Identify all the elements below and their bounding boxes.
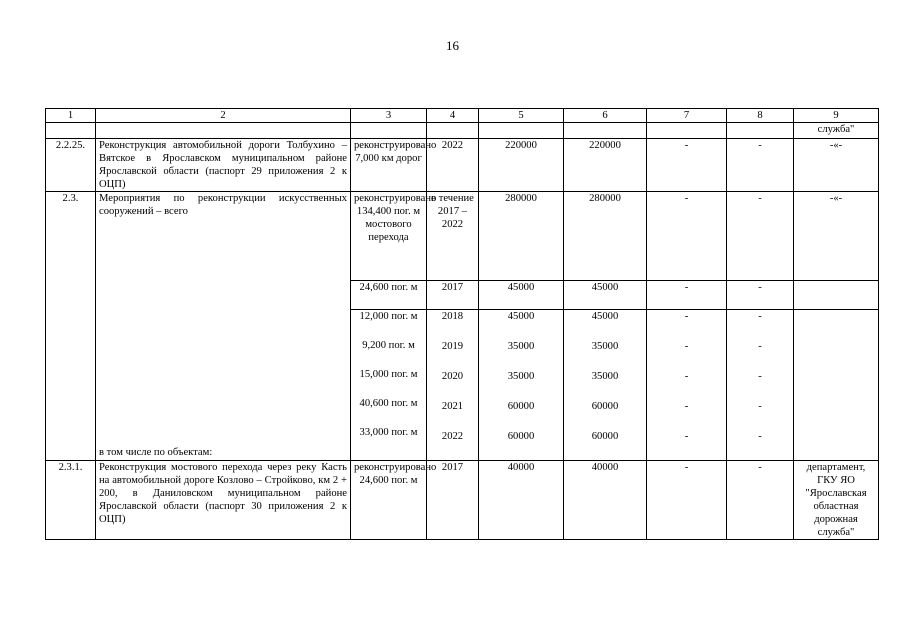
col7-cell: - <box>684 311 689 322</box>
page-number: 16 <box>446 38 459 53</box>
budget-cell: 60000 <box>591 401 619 412</box>
year-cell: 2019 <box>441 341 464 352</box>
col8-cell: - <box>727 281 794 310</box>
measure-subheading: в том числе по объектам: <box>99 447 213 458</box>
total-cell: 60000 <box>507 431 535 442</box>
col7-cell: - <box>684 401 689 412</box>
header-cell: 8 <box>727 109 794 123</box>
col7-cell: - <box>684 371 689 382</box>
measure-description-text: Мероприятия по реконструкции искусственных сооружений – всего <box>99 193 347 217</box>
result-cell: 9,200 пог. м <box>362 340 415 351</box>
header-row <box>46 109 879 123</box>
header-cell: 4 <box>427 109 479 123</box>
row-number: 2.3. <box>46 192 96 461</box>
result-cell: 24,600 пог. м <box>351 281 427 310</box>
col8-cell: - <box>727 461 794 540</box>
budget-cell: 220000 <box>564 139 647 192</box>
measure-description: Реконструкция автомобильной дороги Толбухино – Вятское в Ярославском муниципальном районе Ярославской области (паспорт 29 приложения 2 к ОЦП) <box>96 139 351 192</box>
col8-cell: - <box>758 371 762 382</box>
col8-cell: - <box>758 401 762 412</box>
year-list <box>427 310 479 461</box>
budget-cell: 45000 <box>591 311 619 322</box>
col8-cell: - <box>727 139 794 192</box>
total-list <box>479 310 564 461</box>
budget-cell: 280000 <box>564 192 647 281</box>
budget-cell: 35000 <box>591 371 619 382</box>
measure-description: Реконструкция мостового перехода через реку Касть на автомобильной дороге Козлово – Стройково, км 2 + 200, в Даниловском муниципальном районе Ярославской области (паспорт 30 приложения 2 к ОЦП) <box>96 461 351 540</box>
result-cell: реконструировано 24,600 пог. м <box>351 461 427 540</box>
col7-cell: - <box>684 431 689 442</box>
col8-cell: - <box>758 341 762 352</box>
col8-cell: - <box>758 431 762 442</box>
year-cell: 2017 <box>427 281 479 310</box>
year-cell: 2022 <box>427 139 479 192</box>
year-cell: 2021 <box>441 401 464 412</box>
table-row <box>46 139 879 192</box>
col8-cell: - <box>758 311 762 322</box>
header-cell: 1 <box>46 109 96 123</box>
total-cell: 45000 <box>507 311 535 322</box>
result-cell: 15,000 пог. м <box>359 369 418 380</box>
col7-cell: - <box>647 139 727 192</box>
total-cell: 35000 <box>507 371 535 382</box>
budget-cell: 60000 <box>591 431 619 442</box>
measure-description <box>96 192 351 461</box>
total-cell: 45000 <box>479 281 564 310</box>
col7-cell: - <box>647 461 727 540</box>
budget-list <box>564 310 647 461</box>
total-cell: 40000 <box>479 461 564 540</box>
col7-cell: - <box>647 192 727 281</box>
header-cell: 9 <box>794 109 879 123</box>
executor-cell: -«- <box>794 139 879 192</box>
total-cell: 35000 <box>507 341 535 352</box>
header-cell: 7 <box>647 109 727 123</box>
row-number: 2.2.25. <box>46 139 96 192</box>
result-cell: реконструировано 7,000 км дорог <box>351 139 427 192</box>
year-cell: 2017 <box>427 461 479 540</box>
table-row <box>46 192 879 281</box>
col8-cell: - <box>727 192 794 281</box>
row-number: 2.3.1. <box>46 461 96 540</box>
result-cell: 12,000 пог. м <box>359 311 418 322</box>
result-cell: 40,600 пог. м <box>359 398 418 409</box>
header-cell: 2 <box>96 109 351 123</box>
year-cell: 2020 <box>441 371 464 382</box>
col7-cell: - <box>647 281 727 310</box>
total-cell: 60000 <box>507 401 535 412</box>
result-list <box>351 310 427 461</box>
executor-cell: департамент, ГКУ ЯО "Ярославская областная дорожная служба" <box>794 461 879 540</box>
program-table <box>45 108 879 540</box>
continuation-row <box>46 123 879 139</box>
header-cell: 5 <box>479 109 564 123</box>
executor-cell: -«- <box>794 192 879 281</box>
total-cell: 220000 <box>479 139 564 192</box>
year-cell: в течение 2017 – 2022 <box>427 192 479 281</box>
year-cell: 2022 <box>441 431 464 442</box>
budget-cell: 45000 <box>564 281 647 310</box>
header-cell: 3 <box>351 109 427 123</box>
year-cell: 2018 <box>441 311 464 322</box>
result-cell: 33,000 пог. м <box>359 427 418 438</box>
executor-cell: служба" <box>794 123 879 139</box>
col7-cell: - <box>684 341 689 352</box>
col7-list <box>647 310 727 461</box>
col8-list <box>727 310 794 461</box>
budget-cell: 40000 <box>564 461 647 540</box>
header-cell: 6 <box>564 109 647 123</box>
result-cell: реконструировано 134,400 пог. м мостового перехода <box>351 192 427 281</box>
table-row <box>46 461 879 540</box>
budget-cell: 35000 <box>591 341 619 352</box>
total-cell: 280000 <box>479 192 564 281</box>
